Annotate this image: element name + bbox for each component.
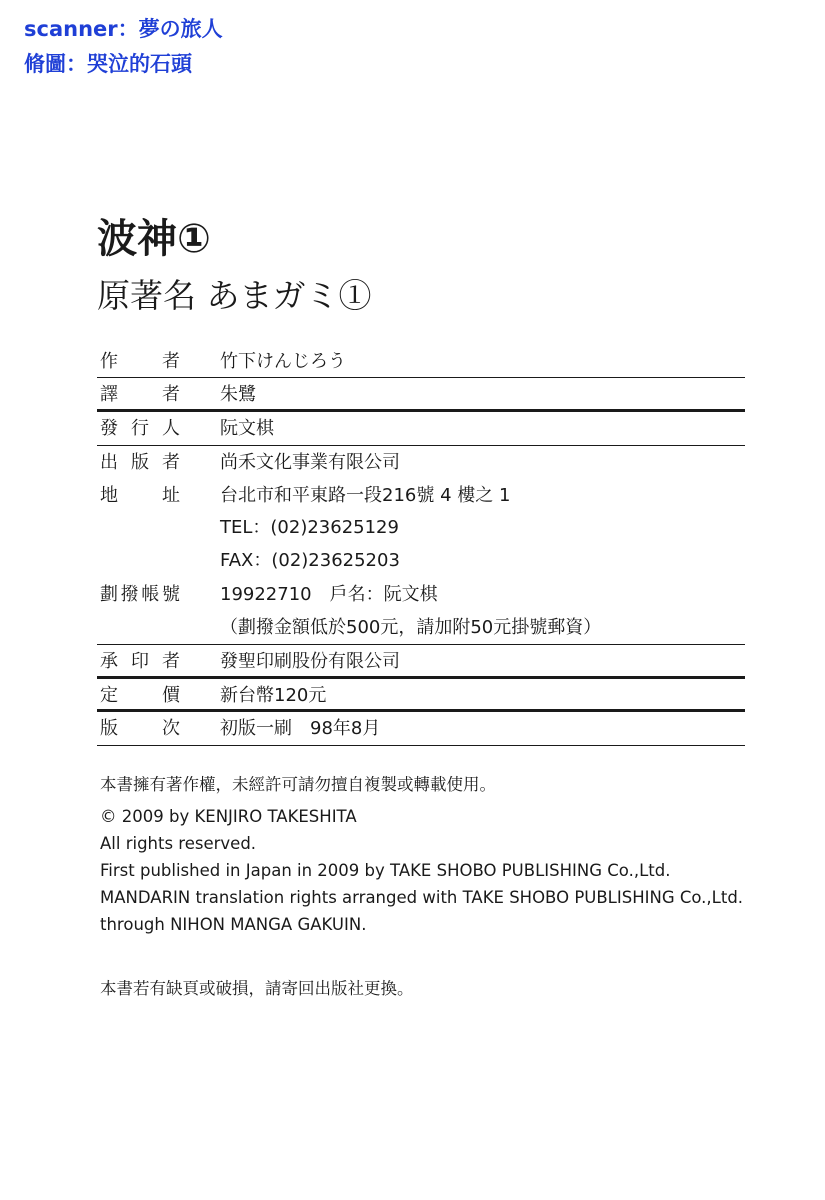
divider-thick — [97, 409, 745, 412]
account-value: 19922710 戶名：阮文棋 — [220, 584, 438, 605]
divider — [97, 377, 745, 378]
original-title: 原著名 あまガミ① — [97, 276, 372, 315]
translator-value: 朱鷺 — [220, 384, 256, 405]
issuer-value: 阮文棋 — [220, 418, 274, 439]
translation-rights: MANDARIN translation rights arranged with TAKE SHOBO PUBLISHING Co.,Ltd. — [100, 888, 744, 907]
copyright-notice: 本書擁有著作權，未經許可請勿擅自複製或轉載使用。 — [100, 775, 496, 794]
account-label: 劃 撥 帳 號 — [100, 584, 180, 605]
author-value: 竹下けんじろう — [220, 351, 346, 372]
divider — [97, 445, 745, 446]
issuer-label: 發 行 人 — [100, 418, 180, 439]
copyright-line: © 2009 by KENJIRO TAKESHITA — [100, 807, 357, 826]
through-agency: through NIHON MANGA GAKUIN. — [100, 915, 367, 934]
translator-label: 譯 者 — [100, 384, 180, 405]
book-title: 波神① — [97, 216, 211, 262]
edition-value: 初版一刷 98年8月 — [220, 718, 381, 739]
address-value: 台北市和平東路一段216號 4 樓之 1 — [220, 485, 511, 506]
defect-notice: 本書若有缺頁或破損，請寄回出版社更換。 — [100, 979, 414, 998]
account-note: （劃撥金額低於500元，請加附50元掛號郵資） — [220, 617, 602, 638]
printer-label: 承 印 者 — [100, 651, 180, 672]
divider-thick — [97, 676, 745, 679]
rights-reserved: All rights reserved. — [100, 834, 257, 853]
divider-thick — [97, 709, 745, 712]
divider — [97, 644, 745, 645]
price-value: 新台幣120元 — [220, 685, 327, 706]
divider — [97, 745, 745, 746]
publisher-value: 尚禾文化事業有限公司 — [220, 452, 400, 473]
author-label: 作 者 — [100, 351, 180, 372]
edition-label: 版 次 — [100, 718, 180, 739]
publisher-label: 出 版 者 — [100, 452, 180, 473]
scanner-credit: scanner：夢の旅人 — [24, 17, 223, 41]
retouch-credit: 脩圖：哭泣的石頭 — [24, 52, 192, 76]
telephone: TEL：(02)23625129 — [220, 517, 399, 538]
price-label: 定 價 — [100, 685, 180, 706]
printer-value: 發聖印刷股份有限公司 — [220, 651, 400, 672]
address-label: 地 址 — [100, 485, 180, 506]
first-published: First published in Japan in 2009 by TAKE SHOBO PUBLISHING Co.,Ltd. — [100, 861, 671, 880]
fax: FAX：(02)23625203 — [220, 550, 400, 571]
